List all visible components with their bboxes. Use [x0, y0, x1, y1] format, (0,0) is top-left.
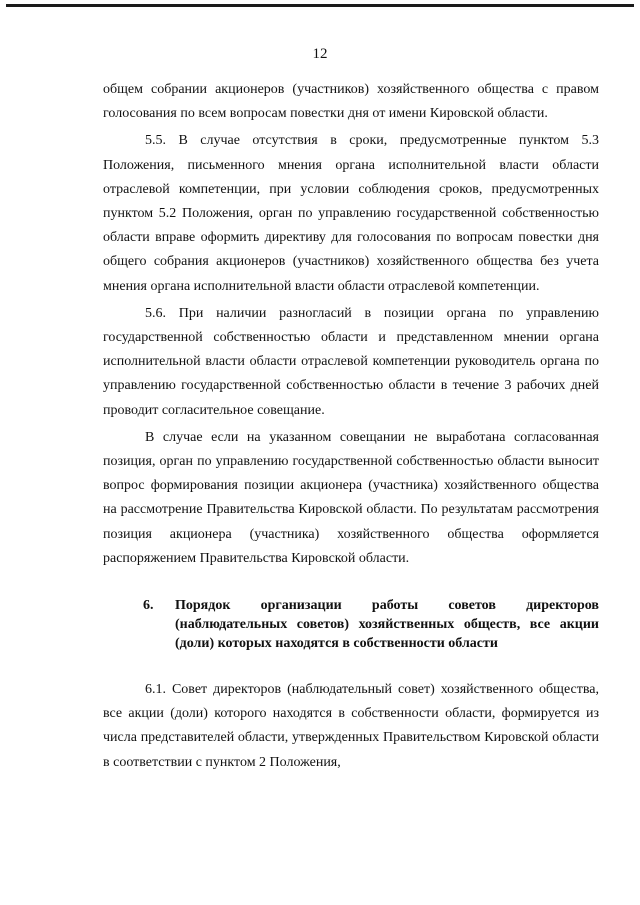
section-heading [103, 596, 599, 653]
section-number: 6. [143, 598, 154, 614]
page-number: 12 [312, 46, 328, 62]
section-title: Порядок организации работы советов директоров (наблюдательных советов) хозяйственных обществ, все акции (доли) которых находятся в собственности области [175, 598, 599, 652]
document-body [103, 78, 599, 778]
paragraph-continuation: общем собрании акционеров (участников) хозяйственного общества с правом голосования по всем вопросам повестки дня от имени Кировской области. [103, 82, 599, 122]
paragraph-5-6: 5.6. При наличии разногласий в позиции органа по управлению государственной собственностью области и представленном мнении органа исполнительной власти области отраслевой компетенции руководитель органа по управлению государственной собственностью области в течение 3 рабочих дней проводит согласительное совещание. [103, 305, 599, 418]
paragraph-5-6-continued: В случае если на указанном совещании не выработана согласованная позиция, орган по управлению государственной собственностью области выносит вопрос формирования позиции акционера (участника) хозяйственного общества на рассмотрение Правительства Кировской области. По результатам рассмотрения позиция акционера (участника) хозяйственного общества оформляется распоряжением Правительства Кировской области. [103, 429, 599, 566]
scan-edge-bar [6, 4, 634, 7]
paragraph-5-5: 5.5. В случае отсутствия в сроки, предусмотренные пунктом 5.3 Положения, письменного мнения органа исполнительной власти области отраслевой компетенции, при условии соблюдения сроков, предусмотренных пунктом 5.2 Положения, орган по управлению государственной собственностью области вправе оформить директиву для голосования по вопросам повестки дня общего собрания акционеров (участников) хозяйственного общества без учета мнения органа исполнительной власти области отраслевой компетенции. [103, 133, 599, 294]
paragraph-6-1: 6.1. Совет директоров (наблюдательный совет) хозяйственного общества, все акции (доли) которого находятся в собственности области, формируется из числа представителей области, утвержденных Правительством Кировской области в соответствии с пунктом 2 Положения, [103, 682, 599, 770]
